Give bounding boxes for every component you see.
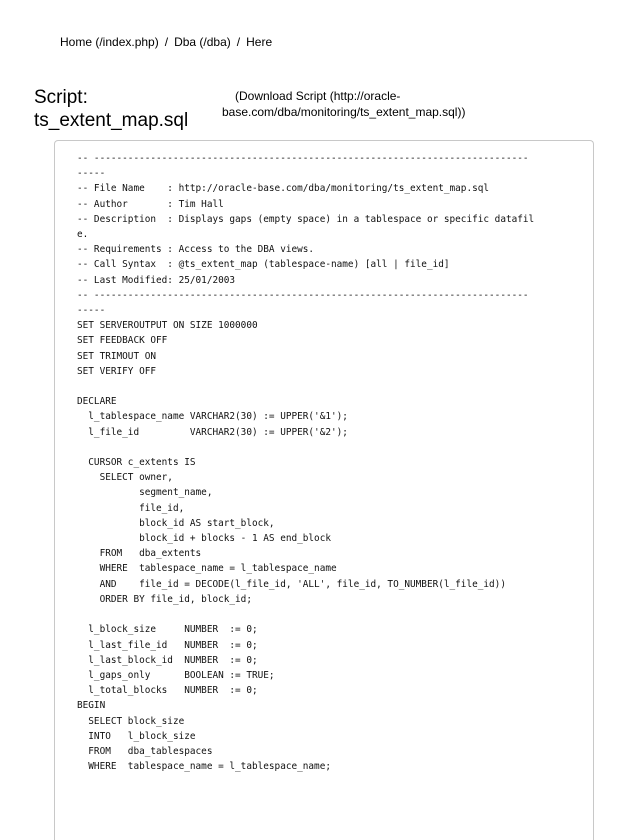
download-link-text-1[interactable]: (Download Script (http://oracle- bbox=[235, 89, 401, 103]
download-link-text-2[interactable]: base.com/dba/monitoring/ts_extent_map.sql)) bbox=[222, 105, 466, 119]
breadcrumb-dba-link[interactable]: Dba (/dba) bbox=[174, 35, 231, 49]
page-title-filename: ts_extent_map.sql bbox=[34, 110, 189, 131]
page-title bbox=[34, 86, 188, 132]
code-block bbox=[54, 140, 594, 840]
download-script-link[interactable] bbox=[222, 88, 512, 120]
breadcrumb-home-link[interactable]: Home (/index.php) bbox=[60, 35, 159, 49]
breadcrumb-separator: / bbox=[164, 35, 169, 49]
code-content: -- ----------------------------------------------------------------------------- ----- -- File Name : http://oracle-base.com/dba/monitoring/ts_extent_map.sql -- Author : Tim Hall -- Description : Displays gaps (empty space) in a tablespace or specific datafil e. -- Requirements : Access to the DBA views. -- Call Syntax : @ts_extent_map (tablespace-name) [all | file_id] -- Last Modified: 25/01/2003 -- ----------------------------------------------------------------------------- ----- SET SERVEROUTPUT ON SIZE 1000000 SET FEEDBACK OFF SET TRIMOUT ON SET VERIFY OFF DECLARE l_tablespace_name VARCHAR2(30) := UPPER('&1'); l_file_id VARCHAR2(30) := UPPER('&2'); CURSOR c_extents IS SELECT owner, segment_name, file_id, block_id AS start_block, block_id + blocks - 1 AS end_block FROM dba_extents WHERE tablespace_name = l_tablespace_name AND file_id = DECODE(l_file_id, 'ALL', file_id, TO_NUMBER(l_file_id)) ORDER BY file_id, block_id; l_block_size NUMBER := 0; l_last_file_id NUMBER := 0; l_last_block_id NUMBER := 0; l_gaps_only BOOLEAN := TRUE; l_total_blocks NUMBER := 0; BEGIN SELECT block_size INTO l_block_size FROM dba_tablespaces WHERE tablespace_name = l_tablespace_name; bbox=[77, 153, 535, 773]
page-title-label: Script: bbox=[34, 87, 88, 108]
breadcrumb bbox=[60, 35, 272, 49]
breadcrumb-current: Here bbox=[246, 35, 273, 49]
breadcrumb-separator: / bbox=[236, 35, 241, 49]
